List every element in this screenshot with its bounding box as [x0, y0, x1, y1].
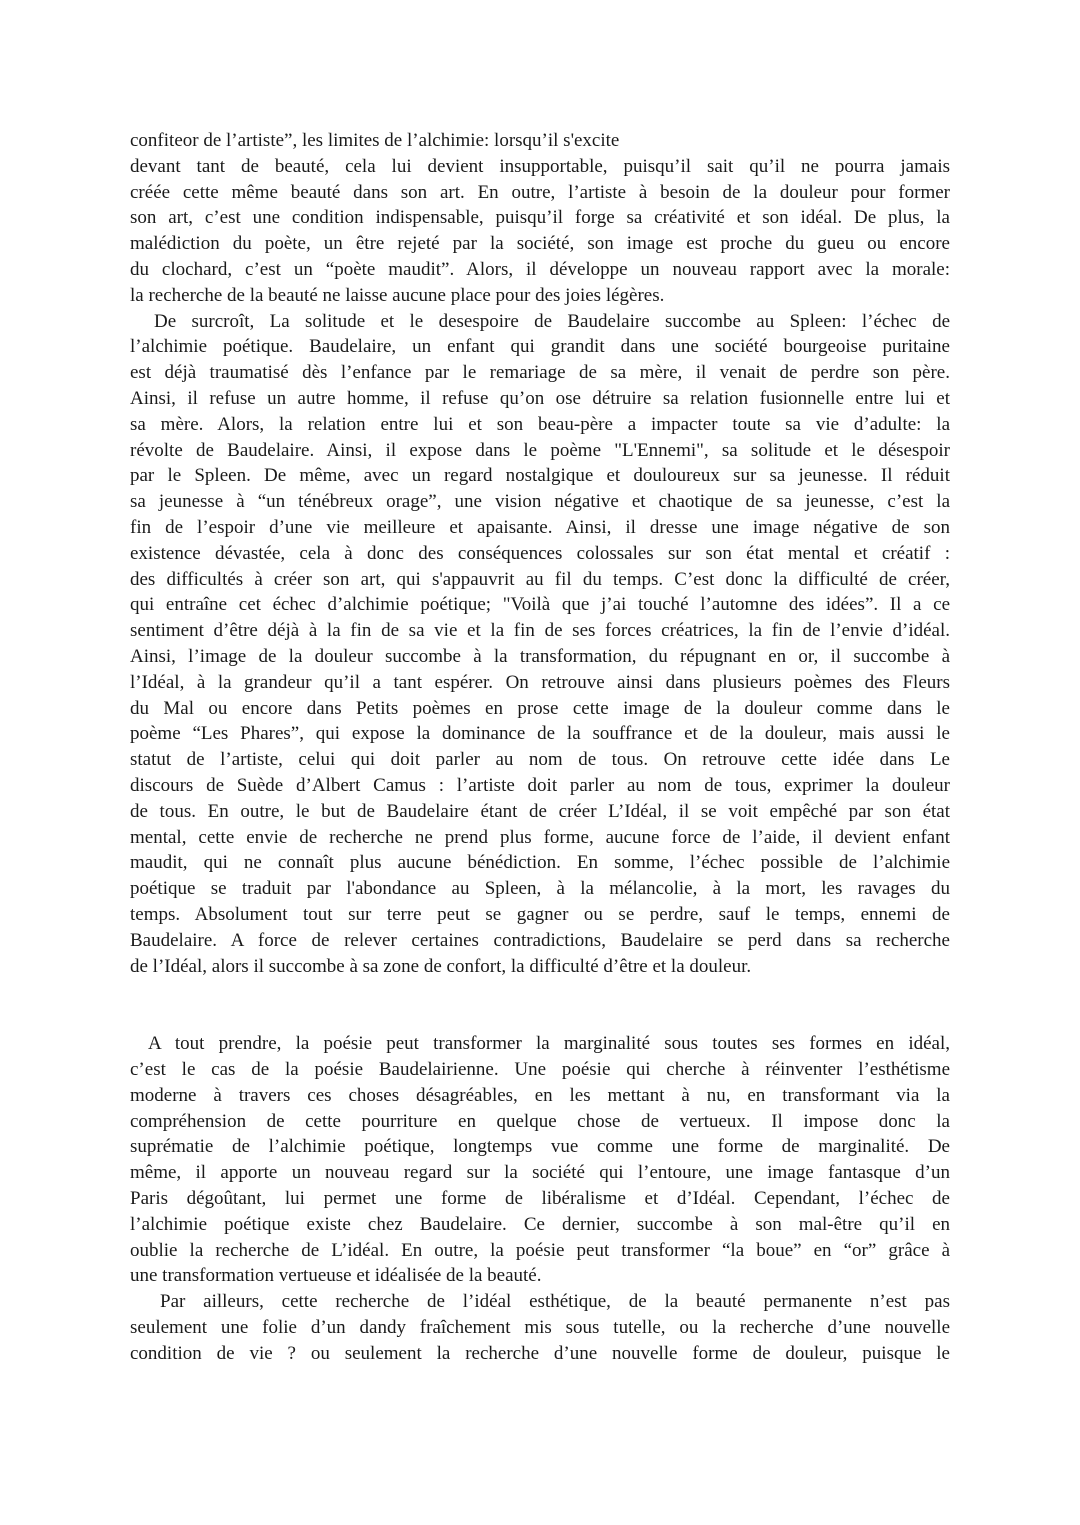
paragraph-4 — [130, 1289, 950, 1366]
text-line: son art, c’est une condition indispensable, puisqu’il forge sa créativité et son idéal. De plus, la — [130, 207, 950, 229]
text-line: Baudelaire. A force de relever certaines contradictions, Baudelaire se perd dans sa recherche — [130, 929, 950, 951]
text-line: moderne à travers ces choses désagréables, en les mettant à nu, en transformant via la — [130, 1084, 950, 1106]
text-line: Ainsi, l’image de la douleur succombe à la transformation, du répugnant en or, il succombe à — [130, 645, 950, 667]
text-line: devant tant de beauté, cela lui devient insupportable, puisqu’il sait qu’il ne pourra jamais — [130, 155, 950, 177]
text-line: sa jeunesse à “un ténébreux orage”, une vision négative et chaotique de sa jeunesse, c’est la — [130, 491, 950, 513]
text-line: mental, cette envie de recherche ne prend plus forme, aucune force de l’aide, il devient enfant — [130, 826, 950, 848]
text-line: qui entraîne cet échec d’alchimie poétique; "Voilà que j’ai touché l’automne des idées”. Il a ce — [130, 594, 950, 616]
paragraph-1 — [130, 128, 950, 309]
text-line: même, il apporte un nouveau regard sur la société qui l’entoure, une image fantasque d’un — [130, 1162, 950, 1184]
text-line: de l’Idéal, alors il succombe à sa zone de confort, la difficulté d’être et la douleur. — [130, 955, 752, 977]
document-page — [130, 128, 950, 1367]
text-line: maudit, qui ne connaît plus aucune bénédiction. En somme, l’échec possible de l’alchimie — [130, 852, 950, 874]
text-line: des difficultés à créer son art, qui s'appauvrit au fil du temps. C’est donc la difficulté de créer, — [130, 568, 950, 590]
text-line: malédiction du poète, un être rejeté par la société, son image est proche du gueu ou encore — [130, 233, 950, 255]
text-line: sa mère. Alors, la relation entre lui et son beau-père a impacter toute sa vie d’adulte: la — [130, 413, 950, 435]
text-line: l’alchimie poétique. Baudelaire, un enfant qui grandit dans une société bourgeoise puritaine — [130, 336, 950, 358]
text-line: temps. Absolument tout sur terre peut se gagner ou se perdre, sauf le temps, ennemi de — [130, 903, 950, 925]
text-line: de tous. En outre, le but de Baudelaire étant de créer L’Idéal, il se voit empêché par son état — [130, 800, 950, 822]
text-line: seulement une folie d’un dandy fraîchement mis sous tutelle, ou la recherche d’une nouvelle — [130, 1317, 950, 1339]
text-line: condition de vie ? ou seulement la recherche d’une nouvelle forme de douleur, puisque le — [130, 1342, 950, 1364]
section-gap — [130, 979, 950, 1031]
text-line: c’est le cas de la poésie Baudelairienne. Une poésie qui cherche à réinventer l’esthétisme — [130, 1059, 950, 1081]
text-line: une transformation vertueuse et idéalisée de la beauté. — [130, 1265, 542, 1287]
text-line: De surcroît, La solitude et le desespoire de Baudelaire succombe au Spleen: l’échec de — [154, 310, 950, 332]
text-line: révolte de Baudelaire. Ainsi, il expose dans le poème "L'Ennemi", sa solitude et le désespoir — [130, 439, 950, 461]
text-line: confiteor de l’artiste”, les limites de l’alchimie: lorsqu’il s'excite — [130, 130, 620, 151]
text-line: la recherche de la beauté ne laisse aucune place pour des joies légères. — [130, 284, 665, 306]
text-line: oublie la recherche de L’idéal. En outre, la poésie peut transformer “la boue” en “or” grâce à — [130, 1239, 950, 1261]
text-line: Ainsi, il refuse un autre homme, il refuse qu’on ose détruire sa relation fusionnelle entre lui et — [130, 387, 950, 409]
text-line: est déjà traumatisé dès l’enfance par le remariage de sa mère, il venait de perdre son père. — [130, 362, 950, 384]
text-line: fin de l’espoir d’une vie meilleure et apaisante. Ainsi, il dresse une image négative de son — [130, 516, 950, 538]
text-line: Paris dégoûtant, lui permet une forme de libéralisme et d’Idéal. Cependant, l’échec de — [130, 1188, 950, 1210]
text-line: l’Idéal, à la grandeur qu’il a tant espérer. On retrouve ainsi dans plusieurs poèmes des Fleurs — [130, 671, 950, 693]
text-line: Par ailleurs, cette recherche de l’idéal esthétique, de la beauté permanente n’est pas — [160, 1291, 950, 1313]
text-line: statut de l’artiste, celui qui doit parler au nom de tous. On retrouve cette idée dans Le — [130, 749, 950, 771]
text-line: suprématie de l’alchimie poétique, longtemps vue comme une forme de marginalité. De — [130, 1136, 950, 1158]
text-line: du Mal ou encore dans Petits poèmes en prose cette image de la douleur comme dans le — [130, 697, 950, 719]
text-line: poétique se traduit par l'abondance au Spleen, à la mélancolie, à la mort, les ravages du — [130, 878, 950, 900]
text-line: sentiment d’être déjà à la fin de sa vie et la fin de ses forces créatrices, la fin de l’envie d’idéal. — [130, 620, 950, 642]
paragraph-3 — [130, 1031, 950, 1289]
text-line: compréhension de cette pourriture en quelque chose de vertueux. Il impose donc la — [130, 1110, 950, 1132]
text-line: créée cette même beauté dans son art. En outre, l’artiste à besoin de la douleur pour former — [130, 181, 950, 203]
text-line: l’alchimie poétique existe chez Baudelaire. Ce dernier, succombe à son mal-être qu’il en — [130, 1213, 950, 1235]
text-line: du clochard, c’est un “poète maudit”. Alors, il développe un nouveau rapport avec la morale: — [130, 258, 950, 280]
paragraph-2 — [130, 309, 950, 980]
text-line: par le Spleen. De même, avec un regard nostalgique et douloureux sur sa jeunesse. Il réduit — [130, 465, 950, 487]
text-line: discours de Suède d’Albert Camus : l’artiste doit parler au nom de tous, exprimer la douleur — [130, 774, 950, 796]
text-line: poème “Les Phares”, qui expose la dominance de la souffrance et de la douleur, mais aussi le — [130, 723, 950, 745]
text-line: existence dévastée, cela à donc des conséquences colossales sur son état mental et créatif : — [130, 542, 950, 564]
text-line: A tout prendre, la poésie peut transformer la marginalité sous toutes ses formes en idéal, — [148, 1033, 950, 1055]
